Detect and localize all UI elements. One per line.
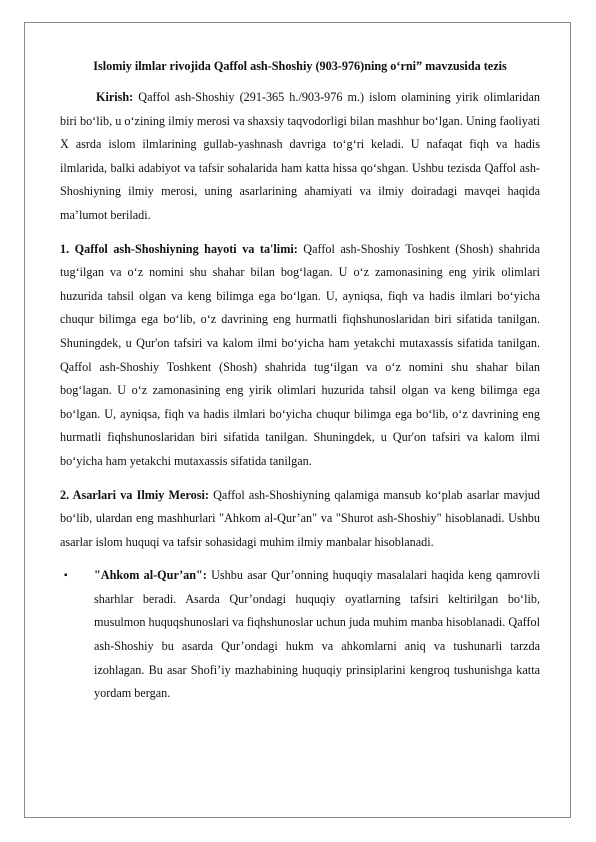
intro-heading: Kirish:	[96, 90, 134, 104]
intro-text: Qaffol ash-Shoshiy (291-365 h./903-976 m.) islom olamining yirik olimlaridan biri bo‘lib, u o‘zining ilmiy merosi va shaxsiy taqvodorligi bilan mashhur bo‘lgan. Uning faoliyati X asrda islom ilmlarining gullab-yashnash davriga to‘g‘ri keladi. U nafaqat fiqh va hadis ilmlarida, balki adabiyot va tafsir sohalarida ham katta hissa qo‘shgan. Ushbu tezisda Qaffol ash-Shoshiyning ilmiy merosi, uning asarlarining ahamiyati va ilmiy doiradagi mavqei haqida ma’lumot beriladi.	[60, 90, 540, 222]
section-1-heading: 1. Qaffol ash-Shoshiyning hayoti va ta'limi:	[60, 241, 298, 256]
list-item	[60, 564, 540, 706]
section-2-paragraph	[60, 484, 540, 555]
list-item-text: Ushbu asar Qur’onning huquqiy masalalari haqida keng qamrovli sharhlar beradi. Asarda Qur’ondagi huquqiy oyatlarning tafsiri keltirilgan bo‘lib, musulmon huquqshunoslari va fiqhshunoslar uchun juda muhim manba hisoblanadi. Qaffol ash-Shoshiy bu asarda Qur’ondagi hukm va ahkomlarni aniq va tushunarli tarzda izohlagan. Bu asar Shofi’iy mazhabining huquqiy prinsiplarini kengroq tushunishga katta yordam bergan.	[94, 568, 540, 701]
section-2-heading: 2. Asarlari va Ilmiy Merosi:	[60, 487, 209, 502]
works-list	[60, 564, 540, 706]
intro-paragraph	[60, 86, 540, 228]
document-body	[60, 56, 540, 706]
section-1-paragraph	[60, 238, 540, 474]
square-bullet-icon: ▪	[64, 570, 68, 582]
document-title: Islomiy ilmlar rivojida Qaffol ash-Shoshiy (903-976)ning o‘rni” mavzusida tezis	[93, 59, 507, 73]
section-1-text: Qaffol ash-Shoshiy Toshkent (Shosh) shahrida tug‘ilgan va o‘z nomini shu shahar bilan bog‘lagan. U o‘z zamonasining eng yirik olimlari huzurida tahsil olgan va keng bilimga ega bo‘lgan. U, ayniqsa, fiqh va hadis ilmlari bo‘yicha chuqur bilimga ega bo‘lib, o‘z davrining eng hurmatli fiqhshunoslaridan biri sifatida tanilgan. Shuningdek, u Qur'on tafsiri va kalom ilmi bo‘yicha ham yetakchi mutaxassis sifatida tanilgan. Qaffol ash-Shoshiy Toshkent (Shosh) shahrida tug‘ilgan va o‘z nomini shu shahar bilan bog‘lagan. U o‘z zamonasining eng yirik olimlari huzurida tahsil olgan va keng bilimga ega bo‘lgan. U, ayniqsa, fiqh va hadis ilmlari bo‘yicha chuqur bilimga ega bo‘lib, o‘z davrining eng hurmatli fiqhshunoslaridan biri sifatida tanilgan. Shuningdek, u Qur'on tafsiri va kalom ilmi bo‘yicha ham yetakchi mutaxassis sifatida tanilgan.	[60, 241, 540, 468]
list-item-heading: "Ahkom al-Qur’an":	[94, 568, 207, 583]
section-2-text: Qaffol ash-Shoshiyning qalamiga mansub ko‘plab asarlar mavjud bo‘lib, ulardan eng mashhurlari "Ahkom al-Qur’an" va "Shurot ash-Shoshiy" hisoblanadi. Ushbu asarlar islom huquqi va tafsir sohasidagi muhim ilmiy manbalar hisoblanadi.	[60, 487, 540, 549]
